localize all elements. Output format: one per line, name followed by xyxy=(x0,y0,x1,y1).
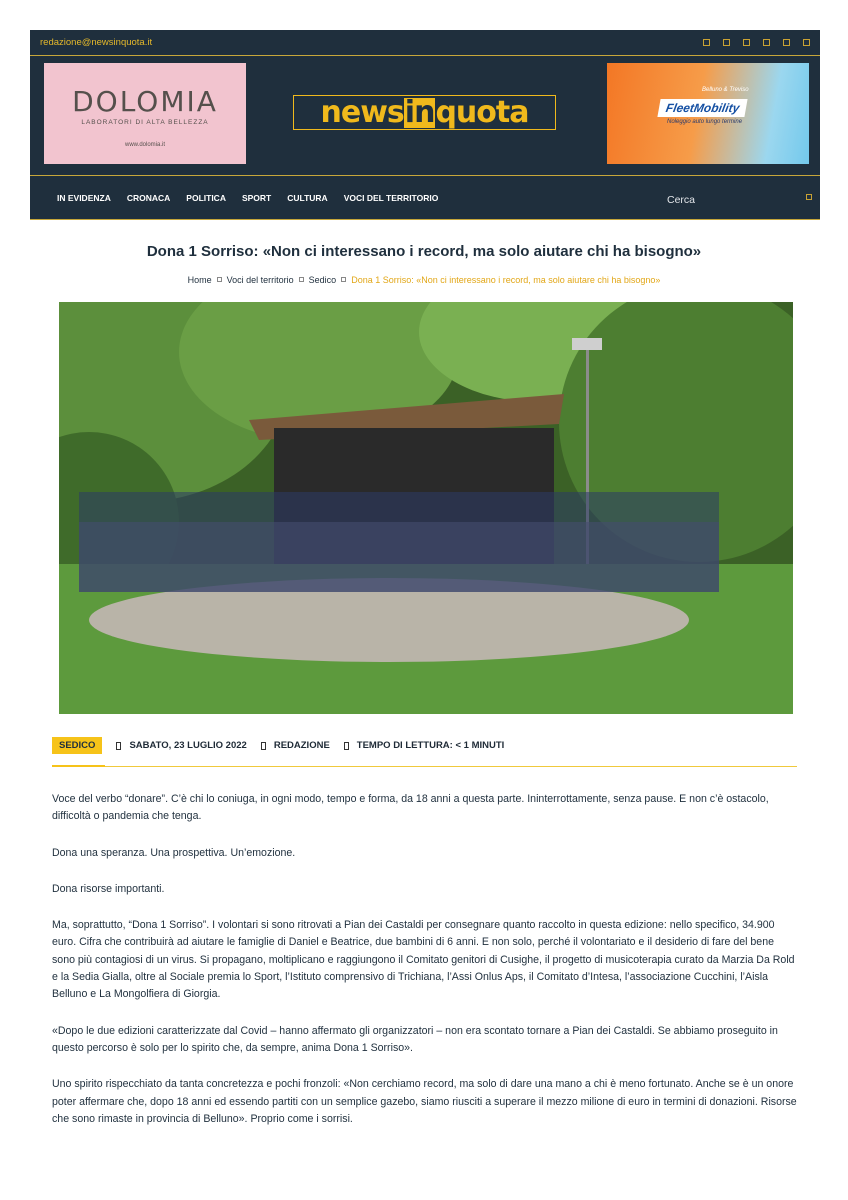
breadcrumb-separator-icon xyxy=(341,277,346,282)
clock-icon xyxy=(344,742,349,750)
article-paragraph: Dona risorse importanti. xyxy=(52,882,165,895)
ad-dolomia-tagline: LABORATORI DI ALTA BELLEZZA xyxy=(81,119,209,126)
nav-politica[interactable]: POLITICA xyxy=(186,192,226,203)
site-header xyxy=(30,30,820,220)
article-date xyxy=(116,737,246,754)
breadcrumb-separator-icon xyxy=(299,277,304,282)
article-paragraph: Uno spirito rispecchiato da tanta concretezza e pochi fronzoli: «Non cerchiamo record, ma solo di dare una mano a chi è meno fortunato. Anche se è un onore poter affermare che, dopo 18 anni ed essendo partiti con un semplice gazebo, siamo riusciti a superare il mezzo milione di euro in termini di donazioni. Risorse che sono rimaste in provincia di Belluno». Proprio come i sorrisi. xyxy=(52,1078,797,1125)
breadcrumb-separator-icon xyxy=(217,277,222,282)
site-logo[interactable] xyxy=(293,95,556,130)
article-paragraph: «Dopo le due edizioni caratterizzate dal Covid – hanno affermato gli organizzatori – non era scontato tornare a Pian dei Castaldi. Se abbiamo proseguito in questo percorso è solo per lo spirito che, da sempre, anima Dona 1 Sorriso». xyxy=(52,1024,778,1054)
article-paragraph: Dona una speranza. Una prospettiva. Un’emozione. xyxy=(52,846,296,859)
ad-dolomia-url: www.dolomia.it xyxy=(124,142,165,148)
header-divider xyxy=(30,219,820,220)
user-icon xyxy=(261,742,266,750)
social-icons xyxy=(703,39,810,46)
article-paragraph: Voce del verbo “donare”. C’è chi lo coniuga, in ogni modo, tempo e forma, da 18 anni a questa parte. Ininterrottamente, senza pause. E non c’è ostacolo, difficoltà o pandemia che tenga. xyxy=(52,793,769,823)
calendar-icon xyxy=(116,742,121,750)
category-underline xyxy=(52,765,105,767)
nav-in-evidenza[interactable]: IN EVIDENZA xyxy=(57,192,111,203)
banner-row xyxy=(30,56,820,176)
youtube-icon[interactable] xyxy=(763,39,770,46)
top-bar xyxy=(30,30,820,56)
email-link[interactable]: redazione@newsinquota.it xyxy=(40,37,153,48)
search-placeholder: Cerca xyxy=(667,194,696,206)
logo-part-quota: quota xyxy=(435,94,529,130)
ad-dolomia[interactable] xyxy=(44,63,246,164)
twitter-icon[interactable] xyxy=(723,39,730,46)
article-photo xyxy=(59,302,793,714)
search-input[interactable] xyxy=(667,190,812,206)
nav-sport[interactable]: SPORT xyxy=(241,192,272,203)
category-badge[interactable]: SEDICO xyxy=(52,737,102,754)
facebook-icon[interactable] xyxy=(703,39,710,46)
rss-icon[interactable] xyxy=(803,39,810,46)
ad-fleetmobility[interactable] xyxy=(607,63,809,164)
ad-fleet-brand: FleetMobility xyxy=(657,99,748,117)
nav-cultura[interactable]: CULTURA xyxy=(287,192,328,203)
ad-fleet-small: Belluno & Treviso xyxy=(702,87,749,93)
article-author xyxy=(261,737,330,754)
ad-dolomia-brand: DOLOMIA xyxy=(72,85,218,118)
article-reading-time xyxy=(344,737,505,754)
breadcrumb-home[interactable]: Home xyxy=(187,275,212,285)
breadcrumb-sedico[interactable]: Sedico xyxy=(308,275,337,285)
article-reading-time-text: TEMPO DI LETTURA: < 1 MINUTI xyxy=(356,740,505,751)
article-author-link[interactable]: REDAZIONE xyxy=(273,740,330,751)
breadcrumb-current: Dona 1 Sorriso: «Non ci interessano i record, ma solo aiutare chi ha bisogno» xyxy=(351,275,661,285)
breadcrumb xyxy=(0,275,848,285)
breadcrumb-voci-del-territorio[interactable]: Voci del territorio xyxy=(226,275,294,285)
instagram-icon[interactable] xyxy=(743,39,750,46)
nav-cronaca[interactable]: CRONACA xyxy=(126,192,171,203)
article-date-text: SABATO, 23 LUGLIO 2022 xyxy=(129,740,247,751)
linkedin-icon[interactable] xyxy=(783,39,790,46)
logo-part-in: in xyxy=(404,94,435,130)
group-photo-illustration xyxy=(59,302,793,714)
article-title: Dona 1 Sorriso: «Non ci interessano i record, ma solo aiutare chi ha bisogno» xyxy=(146,243,702,260)
article-meta xyxy=(52,737,797,767)
nav-voci-del-territorio[interactable]: VOCI DEL TERRITORIO xyxy=(343,192,439,203)
search-icon[interactable] xyxy=(806,194,812,200)
article-body xyxy=(52,791,797,1147)
logo-part-news: news xyxy=(320,94,404,130)
main-nav xyxy=(30,176,820,219)
ad-fleet-sub: Noleggio auto lungo termine xyxy=(667,119,743,125)
article-paragraph: Ma, soprattutto, “Dona 1 Sorriso”. I volontari si sono ritrovati a Pian dei Castaldi per consegnare quanto raccolto in questa edizione: nello specifico, 34.900 euro. Cifra che contribuirà ad aiutare le famiglie di Daniel e Beatrice, due bambini di 6 anni. E non solo, perché il volontariato e il desiderio di fare del bene sono più contagiosi di un virus. Si propagano, moltiplicano e raggiungono il Comitato genitori di Cusighe, il progetto di musicoterapia curato da Marzia Da Rold e la Sedia Gialla, oltre al Sociale premia lo Sport, l’Istituto comprensivo di Trichiana, l’Assi Onlus Aps, il Comitato d’Intesa, l’associazione Cucchini, l’Aisla Belluno e La Mongolfiera di Giorgia. xyxy=(52,919,795,1001)
